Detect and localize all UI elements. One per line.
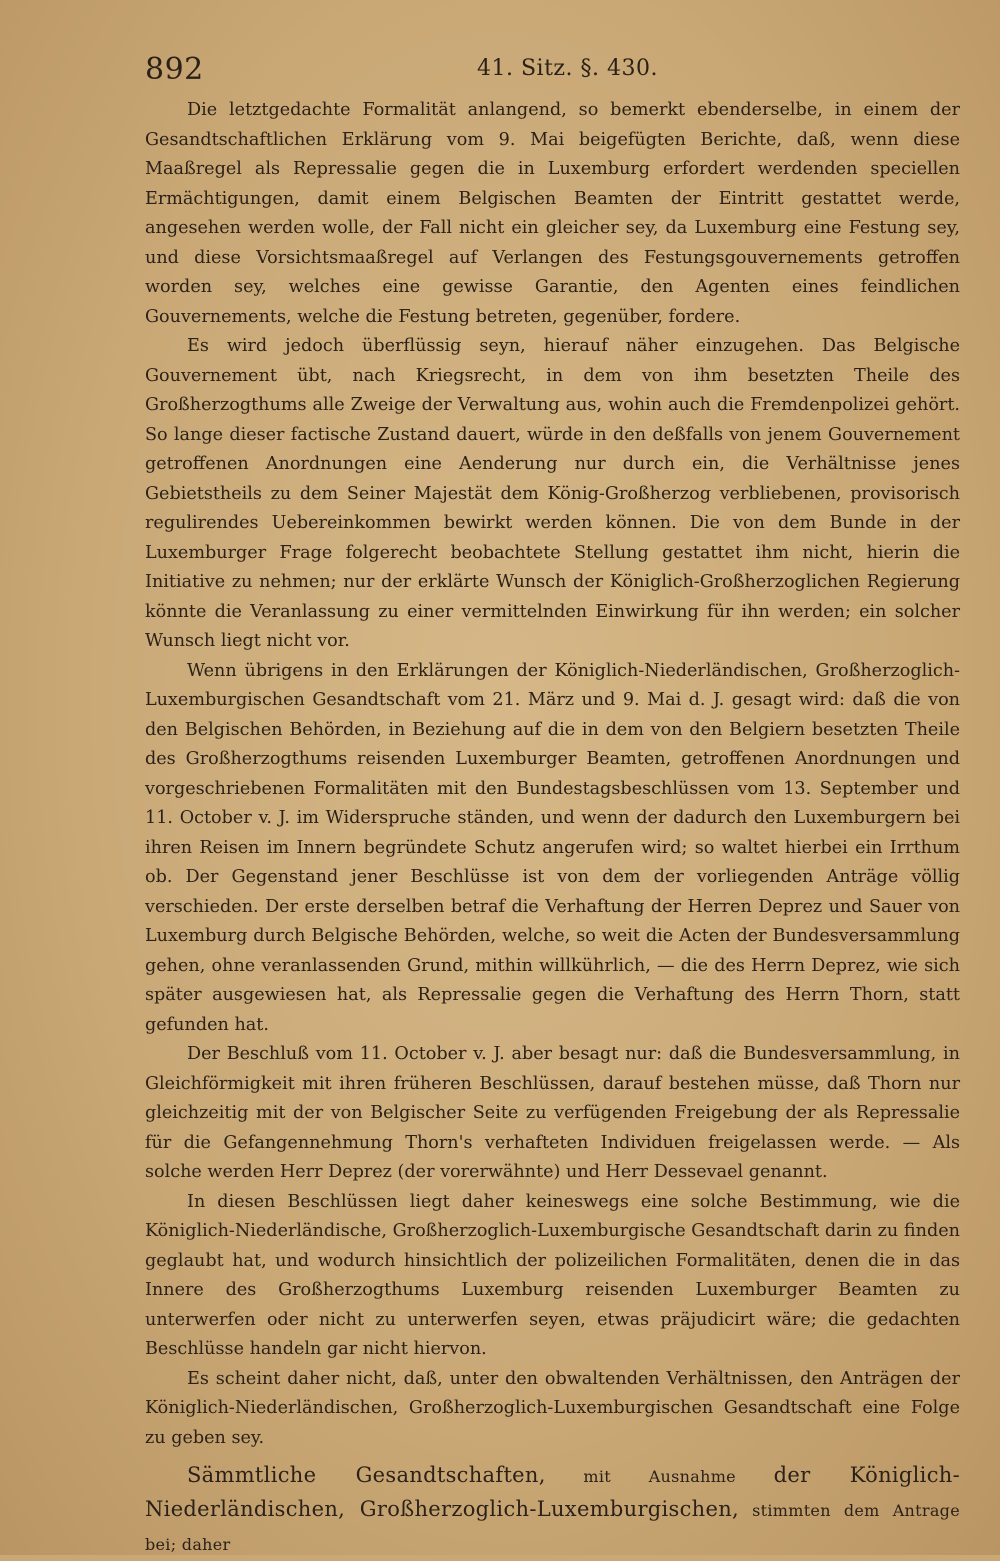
paragraph-3: Wenn übrigens in den Erklärungen der Königlich-Niederländischen, Großherzoglich-Luxemburgischen Gesandtschaft vom 21. März und 9. Mai d. J. gesagt wird: daß die von den Belgischen Behörden, in Beziehung auf die in dem von den Belgiern besetzten Theile des Großherzogthums reisenden Luxemburger Beamten, getroffenen Anordnungen und vorgeschriebenen Formalitäten mit den Bundestagsbeschlüssen vom 13. September und 11. October v. J. im Widerspruche ständen, und wenn der dadurch den Luxemburgern bei ihren Reisen im Innern begründete Schutz angerufen wird; so waltet hierbei ein Irrthum ob. Der Gegenstand jener Beschlüsse ist von dem der vorliegenden Anträge völlig verschieden. Der erste derselben betraf die Verhaftung der Herren Deprez und Sauer von Luxemburg durch Belgische Behörden, welche, so weit die Acten der Bundesversammlung gehen, ohne veranlassenden Grund, mithin willkührlich, — die des Herrn Deprez, wie sich später ausgewiesen hat, als Repressalie gegen die Verhaftung des Herrn Thorn, statt gefunden hat. [145, 660, 960, 1035]
body-text [145, 96, 960, 1561]
paragraph-2: Es wird jedoch überflüssig seyn, hierauf näher einzugehen. Das Belgische Gouvernement übt, nach Kriegsrecht, in dem von ihm besetzten Theile des Großherzogthums alle Zweige der Verwaltung aus, wohin auch die Fremdenpolizei gehört. So lange dieser factische Zustand dauert, würde in den deßfalls von jenem Gouvernement getroffenen Anordnungen eine Aenderung nur durch ein, die Verhältnisse jenes Gebietstheils zu dem Seiner Majestät dem König-Großherzog verbliebenen, provisorisch regulirendes Uebereinkommen bewirkt werden können. Die von dem Bunde in der Luxemburger Frage folgerecht beobachtete Stellung gestattet ihm nicht, hierin die Initiative zu nehmen; nur der erklärte Wunsch der Königlich-Großherzoglichen Regierung könnte die Veranlassung zu einer vermittelnden Einwirkung für ihn werden; ein solcher Wunsch liegt nicht vor. [145, 336, 960, 651]
running-head: 41. Sitz. §. 430. [477, 56, 658, 81]
closing-statement [145, 1459, 960, 1561]
page-number: 892 [145, 52, 204, 87]
closing-part-1: Sämmtliche Gesandtschaften, [187, 1463, 546, 1487]
paragraph-6: Es scheint daher nicht, daß, unter den obwaltenden Verhältnissen, den Anträgen der Königlich-Niederländischen, Großherzoglich-Luxemburgischen Gesandtschaft eine Folge zu geben sey. [145, 1368, 960, 1448]
paragraph-1: Die letztgedachte Formalität anlangend, so bemerkt ebenderselbe, in einem der Gesandtschaftlichen Erklärung vom 9. Mai beigefügten Berichte, daß, wenn diese Maaßregel als Repressalie gegen die in Luxemburg erfordert werdenden speciellen Ermächtigungen, damit einem Belgischen Beamten der Eintritt gestattet werde, angesehen werden wolle, der Fall nicht ein gleicher sey, da Luxemburg eine Festung sey, und diese Vorsichtsmaaßregel auf Verlangen des Festungsgouvernements getroffen worden sey, welches eine gewisse Garantie, den Agenten eines feindlichen Gouvernements, welche die Festung betreten, gegenüber, fordere. [145, 100, 960, 327]
paragraph-4: Der Beschluß vom 11. October v. J. aber besagt nur: daß die Bundesversammlung, in Gleichförmigkeit mit ihren früheren Beschlüssen, darauf bestehen müsse, daß Thorn nur gleichzeitig mit der von Belgischer Seite zu verfügenden Freigebung der als Repressalie für die Gefangennehmung Thorn's verhafteten Individuen freigelassen werde. — Als solche werden Herr Deprez (der vorerwähnte) und Herr Dessevael genannt. [145, 1044, 960, 1182]
closing-part-2: mit Ausnahme [545, 1467, 774, 1486]
page-header [145, 50, 960, 90]
closing-part-4: stimmten dem Antrage bei; daher [145, 1501, 960, 1554]
paragraph-5: In diesen Beschlüssen liegt daher keineswegs eine solche Bestimmung, wie die Königlich-Niederländische, Großherzoglich-Luxemburgische Gesandtschaft darin zu finden geglaubt hat, und wodurch hinsichtlich der polizeilichen Formalitäten, denen die in das Innere des Großherzogthums Luxemburg reisenden Luxemburger Beamten zu unterwerfen oder nicht zu unterwerfen seyen, etwas präjudicirt wäre; die gedachten Beschlüsse handeln gar nicht hiervon. [145, 1191, 960, 1359]
closing-part-3: der Königlich-Niederländischen, Großherzoglich-Luxemburgischen, [145, 1463, 960, 1521]
